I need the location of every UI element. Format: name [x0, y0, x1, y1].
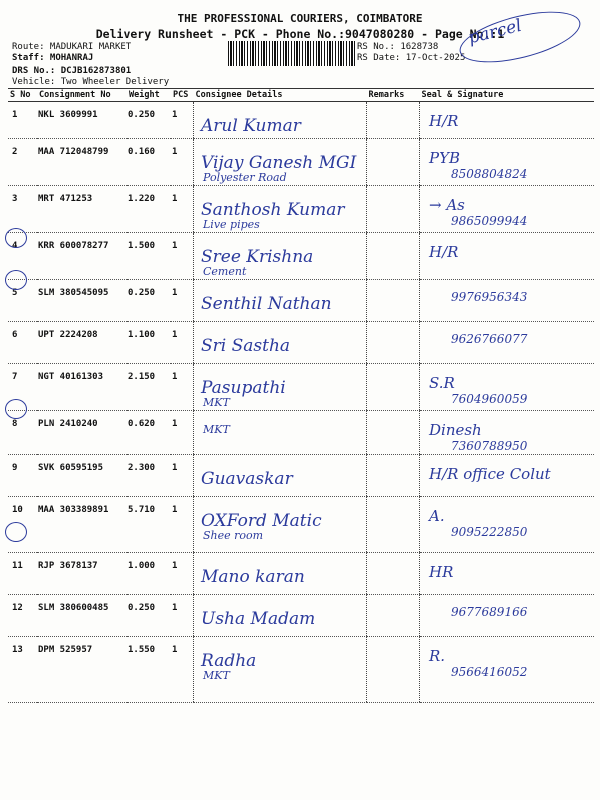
consignee-name: Mano karan — [201, 567, 305, 587]
row-consignment-no: RJP 3678137 — [37, 553, 127, 595]
table-row — [8, 595, 594, 637]
row-weight: 1.000 — [127, 553, 171, 595]
consignee-subtext: Live pipes — [203, 218, 260, 231]
row-weight: 0.250 — [127, 280, 171, 322]
row-remarks — [367, 322, 420, 364]
row-sno: 12 — [8, 595, 37, 637]
row-seal-signature — [420, 233, 595, 280]
row-remarks — [367, 186, 420, 233]
vehicle-label: Vehicle: Two Wheeler Delivery — [12, 77, 170, 87]
col-consignee: Consignee Details — [194, 89, 367, 102]
row-seal-signature — [420, 411, 595, 455]
row-seal-signature — [420, 186, 595, 233]
table-header-row — [8, 89, 594, 102]
table-row — [8, 233, 594, 280]
company-title: THE PROFESSIONAL COURIERS, COIMBATORE — [177, 12, 423, 25]
row-seal-signature — [420, 455, 595, 497]
row-remarks — [367, 411, 420, 455]
row-seal-signature — [420, 497, 595, 553]
row-remarks — [367, 233, 420, 280]
parcel-note: parcel — [466, 15, 524, 49]
row-weight: 1.100 — [127, 322, 171, 364]
row-5-circle-mark — [5, 270, 27, 290]
consignee-name: Arul Kumar — [201, 116, 301, 136]
row-sno: 13 — [8, 637, 37, 703]
consignee-name: OXFord Matic — [201, 511, 322, 531]
row-consignee-details — [194, 595, 367, 637]
signature-text: Dinesh — [429, 421, 482, 439]
row-consignee-details — [194, 637, 367, 703]
signature-phone: 7360788950 — [451, 439, 528, 453]
consignee-name: Radha — [201, 651, 257, 671]
row-consignee-details — [194, 553, 367, 595]
signature-text: HR — [429, 563, 454, 581]
table-row — [8, 553, 594, 595]
signature-text: H/R office Colut — [429, 465, 551, 483]
row-consignment-no: KRR 600078277 — [37, 233, 127, 280]
barcode — [228, 41, 356, 66]
table-row — [8, 322, 594, 364]
signature-phone: 9976956343 — [451, 290, 528, 304]
row-consignee-details — [194, 186, 367, 233]
row-sno: 2 — [8, 139, 37, 186]
row-sno: 4 — [8, 233, 37, 280]
row-sno: 3 — [8, 186, 37, 233]
signature-phone: 9095222850 — [451, 525, 528, 539]
table-row — [8, 102, 594, 139]
row-sno: 7 — [8, 364, 37, 411]
consignee-name: Pasupathi — [201, 378, 286, 398]
row-remarks — [367, 364, 420, 411]
row-consignment-no: DPM 525957 — [37, 637, 127, 703]
consignee-subtext: Shee room — [203, 529, 264, 542]
table-row — [8, 139, 594, 186]
consignee-name: Sree Krishna — [201, 247, 314, 267]
row-pcs: 1 — [171, 233, 194, 280]
row-seal-signature — [420, 139, 595, 186]
row-pcs: 1 — [171, 102, 194, 139]
row-weight: 0.620 — [127, 411, 171, 455]
consignee-subtext: Polyester Road — [203, 171, 287, 184]
signature-text: H/R — [429, 112, 459, 130]
row-pcs: 1 — [171, 411, 194, 455]
row-consignee-details — [194, 322, 367, 364]
signature-phone: 9677689166 — [451, 605, 528, 619]
row-weight: 2.150 — [127, 364, 171, 411]
col-signature: Seal & Signature — [420, 89, 595, 102]
table-row — [8, 411, 594, 455]
row-sno: 8 — [8, 411, 37, 455]
route-label: Route: MADUKARI MARKET — [12, 42, 132, 52]
col-remarks: Remarks — [367, 89, 420, 102]
row-seal-signature — [420, 280, 595, 322]
row-pcs: 1 — [171, 497, 194, 553]
row-sno: 10 — [8, 497, 37, 553]
row-sno: 1 — [8, 102, 37, 139]
row-remarks — [367, 497, 420, 553]
row-consignment-no: NKL 3609991 — [37, 102, 127, 139]
table-row — [8, 186, 594, 233]
runsheet-subtitle: Delivery Runsheet - PCK - Phone No.:9047080280 - Page No.:1 — [95, 27, 505, 41]
table-row — [8, 637, 594, 703]
row-pcs: 1 — [171, 595, 194, 637]
row-remarks — [367, 595, 420, 637]
table-row — [8, 280, 594, 322]
row-pcs: 1 — [171, 322, 194, 364]
row-sno: 9 — [8, 455, 37, 497]
signature-text: S.R — [429, 374, 455, 392]
signature-text: A. — [429, 507, 445, 525]
table-row — [8, 364, 594, 411]
signature-phone: 9865099944 — [451, 214, 528, 228]
consignee-name: Usha Madam — [201, 609, 316, 629]
row-pcs: 1 — [171, 139, 194, 186]
row-remarks — [367, 455, 420, 497]
row-consignment-no: UPT 2224208 — [37, 322, 127, 364]
row-pcs: 1 — [171, 280, 194, 322]
row-weight: 0.250 — [127, 102, 171, 139]
row-consignee-details — [194, 364, 367, 411]
row-11-circle-mark — [5, 522, 27, 542]
consignee-subtext: MKT — [203, 396, 230, 409]
row-weight: 0.160 — [127, 139, 171, 186]
row-consignment-no: MRT 471253 — [37, 186, 127, 233]
staff-label: Staff: MOHANRAJ — [12, 53, 94, 63]
signature-phone: 9626766077 — [451, 332, 528, 346]
row-sno: 6 — [8, 322, 37, 364]
row-consignment-no: NGT 40161303 — [37, 364, 127, 411]
row-consignment-no: SVK 60595195 — [37, 455, 127, 497]
row-8-circle-mark — [5, 399, 27, 419]
row-weight: 1.550 — [127, 637, 171, 703]
row-weight: 2.300 — [127, 455, 171, 497]
row-consignee-details — [194, 233, 367, 280]
row-consignment-no: SLM 380545095 — [37, 280, 127, 322]
row-weight: 0.250 — [127, 595, 171, 637]
row-consignee-details — [194, 411, 367, 455]
row-pcs: 1 — [171, 364, 194, 411]
col-weight: Weight — [127, 89, 171, 102]
consignee-name: Vijay Ganesh MGI — [201, 153, 357, 173]
row-seal-signature — [420, 322, 595, 364]
row-remarks — [367, 637, 420, 703]
row-seal-signature — [420, 595, 595, 637]
row-pcs: 1 — [171, 186, 194, 233]
row-seal-signature — [420, 364, 595, 411]
signature-phone: 7604960059 — [451, 392, 528, 406]
row-weight: 1.220 — [127, 186, 171, 233]
col-consignment: Consignment No — [37, 89, 127, 102]
row-consignee-details — [194, 497, 367, 553]
row-consignee-details — [194, 102, 367, 139]
rs-date: RS Date: 17-Oct-2025 — [357, 53, 466, 63]
signature-text: R. — [429, 647, 446, 665]
row-consignment-no: SLM 380600485 — [37, 595, 127, 637]
runsheet-body — [8, 102, 594, 703]
signature-text: → As — [429, 196, 465, 214]
row-consignment-no: MAA 712048799 — [37, 139, 127, 186]
consignee-subtext: Cement — [203, 265, 247, 278]
row-remarks — [367, 139, 420, 186]
consignee-subtext: MKT — [203, 423, 230, 436]
signature-text: PYB — [429, 149, 461, 167]
row-remarks — [367, 280, 420, 322]
row-seal-signature — [420, 637, 595, 703]
table-row — [8, 455, 594, 497]
row-remarks — [367, 553, 420, 595]
consignee-name: Senthil Nathan — [201, 294, 332, 314]
row-pcs: 1 — [171, 637, 194, 703]
col-pcs: PCS — [171, 89, 194, 102]
consignee-name: Santhosh Kumar — [201, 200, 345, 220]
row-seal-signature — [420, 553, 595, 595]
signature-phone: 8508804824 — [451, 167, 528, 181]
row-remarks — [367, 102, 420, 139]
row-4-circle-mark — [5, 228, 27, 248]
consignee-subtext: MKT — [203, 669, 230, 682]
consignee-name: Sri Sastha — [201, 336, 291, 356]
row-sno: 11 — [8, 553, 37, 595]
row-pcs: 1 — [171, 553, 194, 595]
runsheet-table — [8, 88, 594, 703]
signature-text: H/R — [429, 243, 459, 261]
row-consignee-details — [194, 455, 367, 497]
drs-number: DRS No.: DCJB162873801 — [12, 66, 132, 76]
rs-number: RS No.: 1628738 — [357, 42, 439, 52]
col-sno: S No — [8, 89, 37, 102]
row-seal-signature — [420, 102, 595, 139]
row-consignee-details — [194, 280, 367, 322]
row-weight: 5.710 — [127, 497, 171, 553]
row-pcs: 1 — [171, 455, 194, 497]
row-weight: 1.500 — [127, 233, 171, 280]
row-consignment-no: MAA 303389891 — [37, 497, 127, 553]
row-consignee-details — [194, 139, 367, 186]
row-sno: 5 — [8, 280, 37, 322]
signature-phone: 9566416052 — [451, 665, 528, 679]
consignee-name: Guavaskar — [201, 469, 293, 489]
row-consignment-no: PLN 2410240 — [37, 411, 127, 455]
table-row — [8, 497, 594, 553]
